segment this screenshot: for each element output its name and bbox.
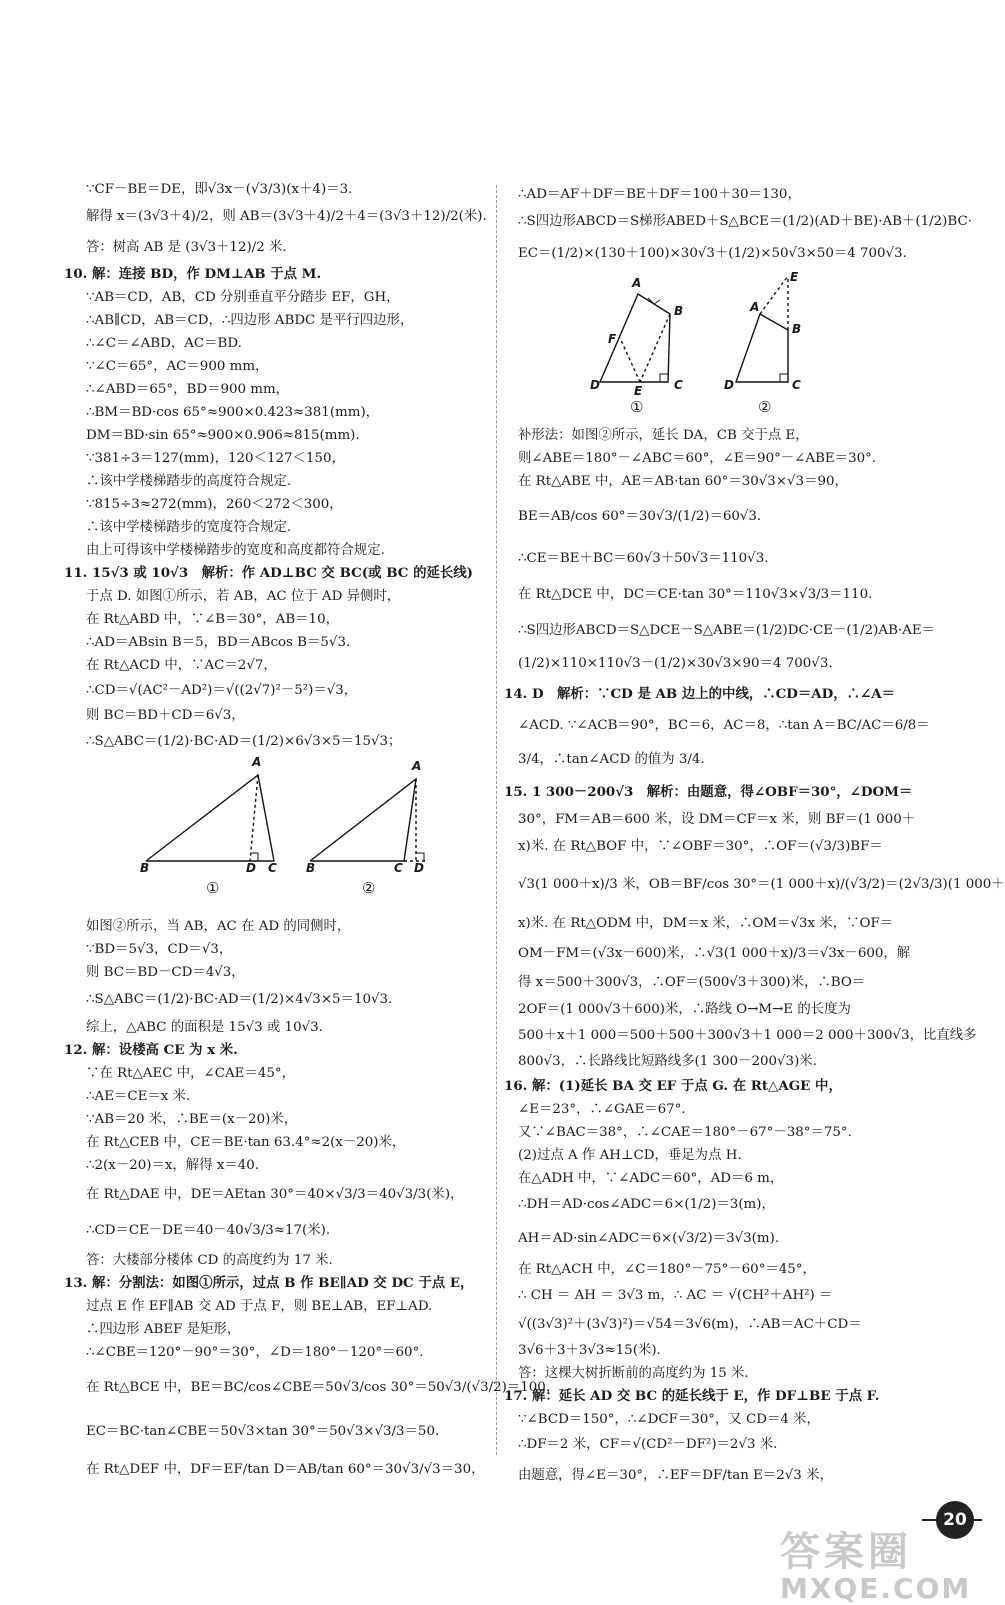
text-line: OM－FM＝(√3x－600)米，∴√3(1 000＋x)/3＝√3x－600，解 bbox=[518, 946, 911, 961]
text-line: 800√3，∴长路线比短路线多(1 300－200√3)米. bbox=[518, 1054, 817, 1069]
figure-num-1: ① bbox=[206, 879, 220, 897]
label-b2: B bbox=[306, 861, 316, 875]
text-line: ∴∠C＝∠ABD，AC＝BD. bbox=[86, 336, 242, 351]
text-line: ∴AD＝AF＋DF＝BE＋DF＝100＋30＝130， bbox=[518, 187, 801, 202]
text-line: 500＋x＋1 000＝500＋500＋300√3＋1 000＝2 000＋300√3，比直线多 bbox=[518, 1028, 977, 1043]
label-b1: B bbox=[674, 304, 684, 318]
text-line: 综上，△ABC 的面积是 15√3 或 10√3. bbox=[86, 1020, 323, 1035]
text-line: BE＝AB/cos 60°＝30√3/(1/2)＝60√3. bbox=[518, 509, 762, 524]
label-e2: E bbox=[790, 270, 799, 284]
text-line: 在 Rt△DEF 中，DF＝EF/tan D＝AB/tan 60°＝30√3/√3＝30， bbox=[86, 1462, 485, 1477]
text-line: 17. 解：延长 AD 交 BC 的延长线于 E，作 DF⊥BE 于点 F. bbox=[504, 1388, 880, 1404]
label-e1: E bbox=[634, 384, 643, 398]
figure-num-2: ② bbox=[362, 879, 376, 897]
figure-11 bbox=[78, 757, 480, 875]
label-a2: A bbox=[750, 300, 760, 314]
text-line: AH＝AD·sin∠ADC＝6×(√3/2)＝3√3(m). bbox=[518, 1231, 780, 1246]
text-line: 在 Rt△ACH 中，∠C＝180°－75°－60°＝45°， bbox=[518, 1262, 816, 1277]
text-line: ∴ CH ＝ AH ＝ 3√3 m，∴ AC ＝ √(CH²＋AH²) ＝ bbox=[518, 1288, 833, 1303]
text-line: 答：这棵大树折断前的高度约为 15 米. bbox=[518, 1366, 749, 1381]
ef-line-1 bbox=[620, 338, 640, 382]
text-line: ∴BM＝BD·cos 65°≈900×0.423≈381(mm)， bbox=[86, 405, 380, 420]
text-line: ∴CD＝CE－DE＝40－40√3/3≈17(米). bbox=[86, 1223, 331, 1238]
text-line: 答：大楼部分楼体 CD 的高度约为 17 米. bbox=[86, 1253, 333, 1268]
label-a2: A bbox=[412, 759, 422, 773]
page-number: 20 bbox=[936, 1501, 974, 1539]
text-line: EC＝BC·tan∠CBE＝50√3×tan 30°＝50√3×√3/3＝50. bbox=[86, 1424, 440, 1439]
text-line: DM＝BD·sin 65°≈900×0.906≈815(mm). bbox=[86, 428, 360, 443]
label-c2: C bbox=[394, 861, 403, 875]
text-line: (1/2)×110×110√3－(1/2)×30√3×90＝4 700√3. bbox=[518, 656, 833, 671]
label-a1: A bbox=[632, 276, 642, 290]
text-line: ∴AE＝CE＝x 米. bbox=[86, 1089, 191, 1104]
figure-11-numbers bbox=[78, 875, 480, 909]
figure-num-2: ② bbox=[758, 398, 772, 416]
text-line: ∴S△ABC＝(1/2)·BC·AD＝(1/2)×6√3×5＝15√3； bbox=[86, 734, 402, 749]
figure-num-1: ① bbox=[630, 398, 644, 416]
text-line: x)米. 在 Rt△ODM 中，DM＝x 米，∴OM＝√3x 米，∵OF＝ bbox=[518, 916, 894, 931]
text-line: ∴CE＝BE＋BC＝60√3＋50√3＝110√3. bbox=[518, 551, 769, 566]
text-line: 3/4，∴tan∠ACD 的值为 3/4. bbox=[518, 752, 705, 767]
be-line-1 bbox=[640, 314, 670, 382]
text-line: 在△ADH 中，∵∠ADC＝60°，AD＝6 m， bbox=[518, 1171, 784, 1186]
text-line: ∵∠C＝65°，AC＝900 mm， bbox=[86, 359, 269, 374]
text-line: 在 Rt△ACD 中，∵AC＝2√7， bbox=[86, 658, 277, 673]
figure-11-svg bbox=[78, 757, 480, 875]
text-line: ∠ACD. ∵∠ACB＝90°，BC＝6，AC＝8，∴tan A＝BC/AC＝6/8＝ bbox=[518, 718, 930, 733]
watermark-line-1: 答案圈 bbox=[780, 1529, 912, 1575]
text-line: ∴S四边形ABCD＝S梯形ABED＋S△BCE＝(1/2)(AD＋BE)·AB＋(1/2)BC· bbox=[518, 214, 972, 229]
text-line: ∴该中学楼梯踏步的高度符合规定. bbox=[86, 474, 292, 489]
text-line: 3√6＋3＋3√3≈15(米). bbox=[518, 1343, 661, 1358]
text-line: 在 Rt△DCE 中，DC＝CE·tan 30°＝110√3×√3/3＝110. bbox=[518, 587, 873, 602]
text-line: ∵CF－BE＝DE，即√3x－(√3/3)(x＋4)＝3. bbox=[86, 182, 353, 197]
label-b1: B bbox=[140, 861, 150, 875]
text-line: 补形法：如图②所示，延长 DA，CB 交于点 E， bbox=[518, 428, 809, 443]
label-d2: D bbox=[414, 861, 424, 875]
figure-13-svg bbox=[518, 274, 920, 404]
text-line: 则 BC＝BD＋CD＝6√3， bbox=[86, 708, 245, 723]
text-line: √3(1 000＋x)/3 米，OB＝BF/cos 30°＝(1 000＋x)/(√3/2)＝(2√3/3)(1 000＋ bbox=[518, 877, 1005, 892]
text-line: ∵381÷3＝127(mm)，120＜127＜150， bbox=[86, 451, 345, 466]
text-line: ∴四边形 ABEF 是矩形， bbox=[86, 1322, 241, 1337]
text-line: ∴2(x－20)＝x，解得 x＝40. bbox=[86, 1158, 260, 1173]
text-line: 在 Rt△CEB 中，CE＝BE·tan 63.4°≈2(x－20)米， bbox=[86, 1135, 406, 1150]
text-line: 答：树高 AB 是 (3√3＋12)/2 米. bbox=[86, 240, 287, 255]
text-line: ∴S四边形ABCD＝S△DCE－S△ABE＝(1/2)DC·CE－(1/2)AB·AE＝ bbox=[518, 623, 936, 638]
watermark bbox=[780, 1530, 971, 1604]
text-line: 则∠ABE＝180°－∠ABC＝60°，∠E＝90°－∠ABE＝30°. bbox=[518, 451, 877, 466]
watermark-line-2: MXQE.COM bbox=[780, 1572, 972, 1605]
page-number-dash-right bbox=[974, 1519, 982, 1521]
text-line: ∵AB＝20 米，∴BE＝(x－20)米， bbox=[86, 1112, 298, 1127]
text-line: 得 x＝500＋300√3，∴OF＝(500√3＋300)米，∴BO＝ bbox=[518, 975, 866, 990]
text-line: 过点 E 作 EF∥AB 交 AD 于点 F，则 BE⊥AB，EF⊥AD. bbox=[86, 1299, 433, 1314]
text-line: 于点 D. 如图①所示，若 AB，AC 位于 AD 异侧时， bbox=[86, 589, 401, 604]
text-line: 12. 解：设楼高 CE 为 x 米. bbox=[64, 1042, 238, 1058]
right-angle-c2 bbox=[780, 374, 788, 382]
triangle-1 bbox=[146, 775, 274, 861]
text-line: ∴AB∥CD，AB＝CD，∴四边形 ABDC 是平行四边形， bbox=[86, 313, 414, 328]
text-line: ∴CD＝√(AC²－AD²)＝√((2√7)²－5²)＝√3， bbox=[86, 683, 358, 698]
text-line: ∵∠BCD＝150°，∴∠DCF＝30°，又 CD＝4 米， bbox=[518, 1412, 820, 1427]
text-line: √((3√3)²＋(3√3)²)＝√54＝3√6(m)，∴AB＝AC＋CD＝ bbox=[518, 1317, 862, 1332]
text-line: ∴该中学楼梯踏步的宽度符合规定. bbox=[86, 520, 292, 535]
text-line: 又∵∠BAC＝38°，∴∠CAE＝180°－67°－38°＝75°. bbox=[518, 1125, 852, 1140]
text-line: (2)过点 A 作 AH⊥CD，垂足为点 H. bbox=[518, 1148, 742, 1163]
text-line: 14. D 解析：∵CD 是 AB 边上的中线，∴CD＝AD，∴∠A＝ bbox=[504, 686, 896, 702]
label-c2: C bbox=[792, 378, 801, 392]
page-number-dash-left bbox=[922, 1519, 936, 1521]
text-line: ∴DF＝2 米，CF＝√(CD²－DF²)＝2√3 米. bbox=[518, 1437, 778, 1452]
text-line: 在 Rt△BCE 中，BE＝BC/cos∠CBE＝50√3/cos 30°＝50√3/(√3/2)＝100， bbox=[86, 1380, 560, 1395]
text-line: ∵AB＝CD，AB，CD 分别垂直平分踏步 EF，GH， bbox=[86, 290, 400, 305]
text-line: ∴DH＝AD·cos∠ADC＝6×(1/2)＝3(m)， bbox=[518, 1197, 775, 1212]
text-line: 16. 解：(1)延长 BA 交 EF 于点 G. 在 Rt△AGE 中， bbox=[504, 1078, 842, 1094]
column-divider bbox=[496, 185, 497, 1455]
text-line: 由题意，得∠E＝30°，∴EF＝DF/tan E＝2√3 米， bbox=[518, 1468, 833, 1483]
text-line: ∴S△ABC＝(1/2)·BC·AD＝(1/2)×4√3×5＝10√3. bbox=[86, 992, 393, 1007]
figure-13 bbox=[518, 270, 920, 404]
figure-13-numbers bbox=[518, 398, 920, 424]
altitude-1 bbox=[250, 775, 258, 861]
triangle-2 bbox=[310, 779, 416, 861]
text-line: 如图②所示，当 AB，AC 在 AD 的同侧时， bbox=[86, 919, 351, 934]
label-a1: A bbox=[252, 755, 262, 769]
text-line: x)米. 在 Rt△BOF 中，∵∠OBF＝30°，∴OF＝(√3/3)BF＝ bbox=[518, 839, 883, 854]
quad-2 bbox=[736, 314, 788, 382]
text-line: 在 Rt△DAE 中，DE＝AEtan 30°＝40×√3/3＝40√3/3(米)， bbox=[86, 1187, 464, 1202]
left-column bbox=[64, 178, 560, 1488]
text-line: 解得 x＝(3√3＋4)/2，则 AB＝(3√3＋4)/2＋4＝(3√3＋12)/2(米). bbox=[86, 209, 487, 224]
text-line: 则 BC＝BD－CD＝4√3， bbox=[86, 965, 245, 980]
label-b2: B bbox=[792, 322, 802, 336]
text-line: 13. 解：分割法：如图①所示，过点 B 作 BE∥AD 交 DC 于点 E， bbox=[64, 1275, 474, 1291]
text-line: 30°，FM＝AB＝600 米，设 DM＝CF＝x 米，则 BF＝(1 000＋ bbox=[518, 812, 916, 827]
text-line: ∴AD＝ABsin B＝5，BD＝ABcos B＝5√3. bbox=[86, 635, 351, 650]
text-line: EC＝(1/2)×(130＋100)×30√3＋(1/2)×50√3×50＝4 700√3. bbox=[518, 246, 907, 261]
text-line: 10. 解：连接 BD，作 DM⊥AB 于点 M. bbox=[64, 266, 322, 282]
text-line: 在 Rt△ABD 中，∵∠B＝30°，AB＝10， bbox=[86, 612, 339, 627]
text-line: ∵BD＝5√3，CD＝√3， bbox=[86, 942, 233, 957]
label-d1: D bbox=[246, 861, 256, 875]
text-line: ∵815÷3≈272(mm)，260＜272＜300， bbox=[86, 497, 343, 512]
label-c1: C bbox=[268, 861, 277, 875]
text-line: 11. 15√3 或 10√3 解析：作 AD⊥BC 交 BC(或 BC 的延长线) bbox=[64, 565, 473, 581]
right-angle-c1 bbox=[660, 374, 668, 382]
label-f1: F bbox=[608, 332, 617, 346]
text-line: ∵在 Rt△AEC 中，∠CAE＝45°， bbox=[86, 1066, 295, 1081]
right-angle-2 bbox=[416, 853, 424, 861]
text-line: ∠E＝23°，∴∠GAE＝67°. bbox=[518, 1102, 686, 1117]
label-c1: C bbox=[674, 378, 683, 392]
right-column bbox=[504, 183, 1005, 1493]
text-line: 由上可得该中学楼梯踏步的宽度和高度都符合规定. bbox=[86, 543, 385, 558]
da-extension bbox=[760, 276, 788, 314]
text-line: 2OF＝(1 000√3＋600)米，∴路线 O→M→E 的长度为 bbox=[518, 1002, 851, 1017]
text-line: ∴∠ABD＝65°，BD＝900 mm， bbox=[86, 382, 290, 397]
text-line: ∴∠CBE＝120°－90°＝30°，∠D＝180°－120°＝60°. bbox=[86, 1345, 424, 1360]
label-d1: D bbox=[590, 378, 600, 392]
text-line: 15. 1 300－200√3 解析：由题意，得∠OBF＝30°，∠DOM＝ bbox=[504, 784, 913, 800]
text-line: 在 Rt△ABE 中，AE＝AB·tan 60°＝30√3×√3＝90， bbox=[518, 474, 848, 489]
label-d2: D bbox=[724, 378, 734, 392]
